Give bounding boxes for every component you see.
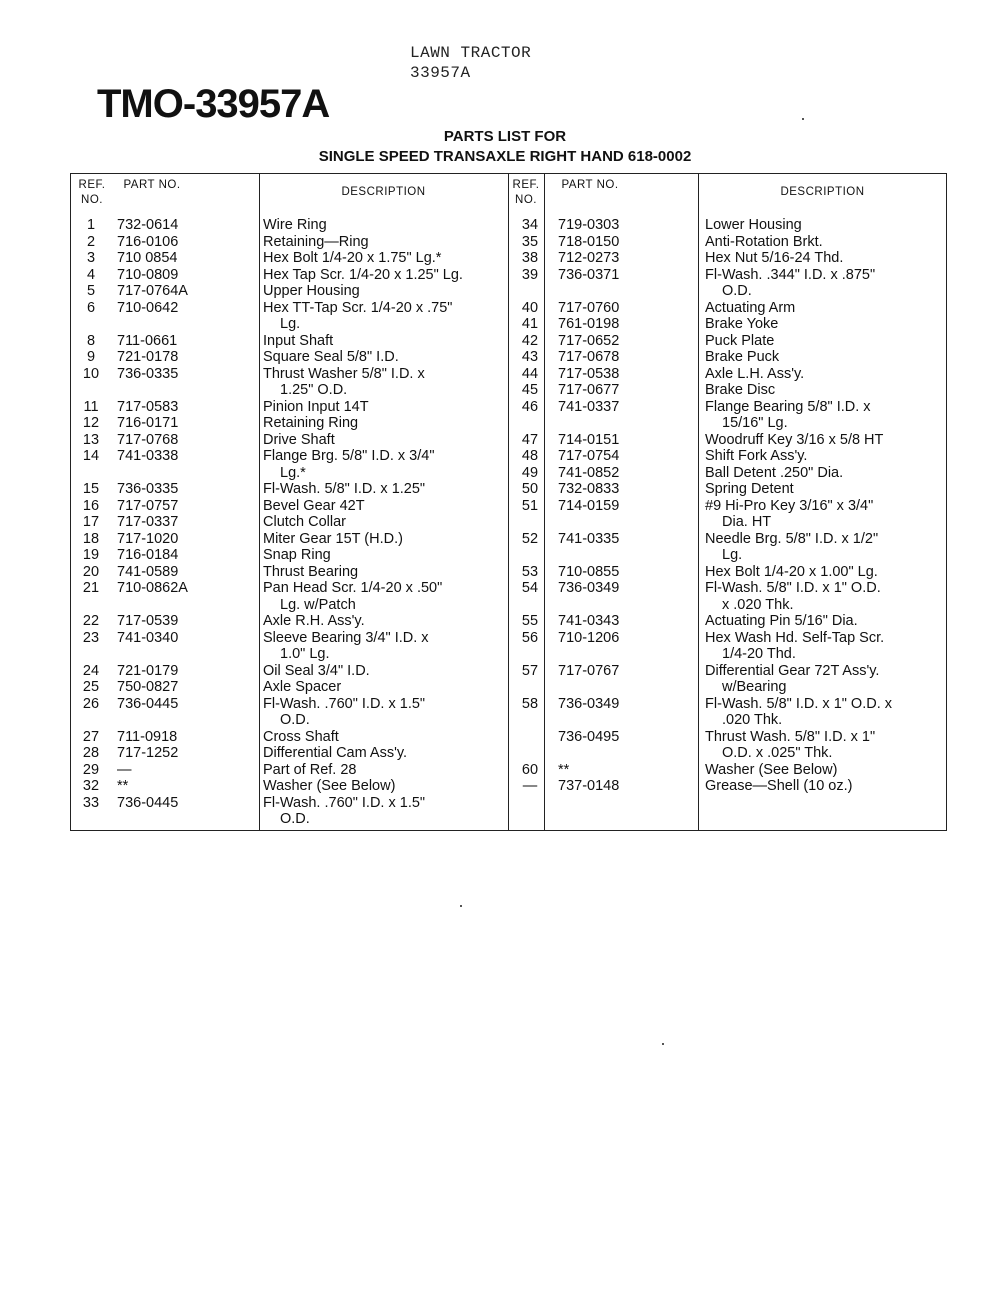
part-description-continued: Dia. HT xyxy=(722,514,772,530)
ref-number: 33 xyxy=(82,794,100,811)
part-description: Pan Head Scr. 1/4-20 x .50" xyxy=(263,580,443,596)
part-description: Fl-Wash. .760" I.D. x 1.5" xyxy=(263,695,426,712)
ref-number: 35 xyxy=(521,233,539,250)
ref-number: 47 xyxy=(521,431,539,448)
ref-number: 40 xyxy=(521,299,539,316)
header-description-left: DESCRIPTION xyxy=(341,186,426,198)
ref-number: 20 xyxy=(82,563,100,580)
part-description: Axle R.H. Ass'y. xyxy=(263,613,365,629)
ref-number: 50 xyxy=(521,481,539,497)
part-description: Wire Ring xyxy=(263,217,327,233)
part-number: 741-0343 xyxy=(558,613,620,629)
part-number: 761-0198 xyxy=(558,316,620,332)
part-number: 741-0337 xyxy=(558,398,620,415)
part-description: Hex TT-Tap Scr. 1/4-20 x .75" xyxy=(263,299,453,316)
part-number: 714-0151 xyxy=(558,431,620,448)
part-description: Hex Bolt 1/4-20 x 1.00" Lg. xyxy=(705,563,878,580)
part-number: 717-0538 xyxy=(558,365,620,382)
ref-number: 4 xyxy=(86,266,96,283)
part-number: 716-0171 xyxy=(117,415,179,431)
part-number: 736-0349 xyxy=(558,580,620,596)
part-number: 736-0445 xyxy=(117,695,179,712)
ref-number: 56 xyxy=(521,629,539,646)
document-model-number: 33957A xyxy=(410,64,471,82)
ref-number: 51 xyxy=(521,497,539,514)
part-description-continued: 15/16" Lg. xyxy=(722,415,788,431)
part-number: 716-0106 xyxy=(117,233,179,250)
part-description: Grease—Shell (10 oz.) xyxy=(705,778,853,794)
ref-number: 16 xyxy=(82,497,100,514)
ref-number: 44 xyxy=(521,365,539,382)
document-title: LAWN TRACTOR xyxy=(410,44,532,62)
column-divider xyxy=(698,174,699,830)
part-description-continued: Lg. xyxy=(280,316,301,332)
part-number: 716-0184 xyxy=(117,547,179,563)
ref-number: 14 xyxy=(82,448,100,464)
part-number: 714-0159 xyxy=(558,497,620,514)
part-description-continued: O.D. xyxy=(280,712,310,728)
ref-number: 54 xyxy=(521,580,539,596)
ref-number: 57 xyxy=(521,662,539,679)
ref-number: 1 xyxy=(86,217,96,233)
ref-number: 29 xyxy=(82,761,100,778)
ref-number: 41 xyxy=(521,316,539,332)
part-description-continued: .020 Thk. xyxy=(722,712,783,728)
ref-number: 55 xyxy=(521,613,539,629)
part-description: Axle L.H. Ass'y. xyxy=(705,365,805,382)
part-number: 732-0833 xyxy=(558,481,620,497)
part-description: Actuating Pin 5/16" Dia. xyxy=(705,613,858,629)
part-description: #9 Hi-Pro Key 3/16" x 3/4" xyxy=(705,497,874,514)
part-description: Hex Wash Hd. Self-Tap Scr. xyxy=(705,629,885,646)
part-description-continued: 1.0" Lg. xyxy=(280,646,330,662)
part-number: 711-0661 xyxy=(117,332,178,349)
ref-number: 3 xyxy=(86,250,96,266)
part-number: 717-0760 xyxy=(558,299,620,316)
part-description: Square Seal 5/8" I.D. xyxy=(263,349,399,365)
part-description: Flange Bearing 5/8" I.D. x xyxy=(705,398,871,415)
column-divider xyxy=(508,174,509,830)
part-description: Fl-Wash. .344" I.D. x .875" xyxy=(705,266,876,283)
part-description: Needle Brg. 5/8" I.D. x 1/2" xyxy=(705,530,879,547)
ref-number: 10 xyxy=(82,365,100,382)
part-description-continued: O.D. x .025" Thk. xyxy=(722,745,833,761)
part-description: Snap Ring xyxy=(263,547,331,563)
scan-speck xyxy=(460,905,462,907)
part-number: 710-0855 xyxy=(558,563,620,580)
part-number: ** xyxy=(558,761,570,778)
part-number: — xyxy=(117,761,132,778)
part-description-continued: w/Bearing xyxy=(722,679,787,695)
header-ref-no-left: REF. NO. xyxy=(78,179,106,206)
part-description: Miter Gear 15T (H.D.) xyxy=(263,530,403,547)
model-heading: TMO-33957A xyxy=(97,82,330,126)
ref-number: 11 xyxy=(83,398,99,415)
part-description: Ball Detent .250" Dia. xyxy=(705,464,844,481)
part-description: Bevel Gear 42T xyxy=(263,497,365,514)
part-number: 717-0757 xyxy=(117,497,179,514)
part-description-continued: x .020 Thk. xyxy=(722,596,794,613)
parts-list-subcaption: SINGLE SPEED TRANSAXLE RIGHT HAND 618-0002 xyxy=(318,148,692,165)
part-description-continued: 1/4-20 Thd. xyxy=(722,646,796,662)
part-number: 717-0583 xyxy=(117,398,179,415)
scan-speck xyxy=(802,118,804,120)
part-number: 736-0371 xyxy=(558,266,620,283)
ref-number: 23 xyxy=(82,629,100,646)
part-description: Fl-Wash. .760" I.D. x 1.5" xyxy=(263,794,426,811)
part-number: 741-0335 xyxy=(558,530,620,547)
ref-number: 49 xyxy=(521,464,539,481)
ref-number: 13 xyxy=(82,431,100,448)
ref-number: 2 xyxy=(86,233,96,250)
part-description: Oil Seal 3/4" I.D. xyxy=(263,662,370,679)
part-description-continued: Lg. xyxy=(722,547,743,563)
column-divider xyxy=(259,174,260,830)
part-description: Clutch Collar xyxy=(263,514,346,530)
parts-list-caption: PARTS LIST FOR xyxy=(443,128,567,145)
part-description: Fl-Wash. 5/8" I.D. x 1" O.D. x xyxy=(705,695,893,712)
part-description: Pinion Input 14T xyxy=(263,398,369,415)
part-number: 710-0862A xyxy=(117,580,188,596)
part-number: 717-0652 xyxy=(558,332,620,349)
ref-number: 9 xyxy=(86,349,96,365)
ref-number: 19 xyxy=(82,547,100,563)
part-description: Drive Shaft xyxy=(263,431,335,448)
part-number: 710-1206 xyxy=(558,629,620,646)
ref-number: 25 xyxy=(82,679,100,695)
ref-number: 17 xyxy=(82,514,100,530)
ref-number: 15 xyxy=(82,481,100,497)
part-description: Washer (See Below) xyxy=(263,778,396,794)
ref-number: 38 xyxy=(521,250,539,266)
part-number: 736-0349 xyxy=(558,695,620,712)
part-description: Brake Yoke xyxy=(705,316,779,332)
part-number: 719-0303 xyxy=(558,217,620,233)
part-description: Fl-Wash. 5/8" I.D. x 1" O.D. xyxy=(705,580,881,596)
part-number: 741-0852 xyxy=(558,464,620,481)
part-number: 736-0335 xyxy=(117,481,179,497)
part-description: Woodruff Key 3/16 x 5/8 HT xyxy=(705,431,884,448)
ref-number: 32 xyxy=(82,778,100,794)
ref-number: 6 xyxy=(86,299,96,316)
ref-number: 5 xyxy=(86,283,96,299)
ref-number: 26 xyxy=(82,695,100,712)
part-description: Thrust Bearing xyxy=(263,563,359,580)
part-number: 717-0767 xyxy=(558,662,620,679)
part-description: Upper Housing xyxy=(263,283,360,299)
part-number: ** xyxy=(117,778,129,794)
part-description: Puck Plate xyxy=(705,332,775,349)
ref-number: 46 xyxy=(521,398,539,415)
scan-speck xyxy=(662,1043,664,1045)
part-number: 717-1252 xyxy=(117,745,179,761)
part-number: 710 0854 xyxy=(117,250,178,266)
part-description: Retaining—Ring xyxy=(263,233,369,250)
ref-number: 18 xyxy=(82,530,100,547)
part-number: 732-0614 xyxy=(117,217,179,233)
part-description: Thrust Washer 5/8" I.D. x xyxy=(263,365,425,382)
ref-number: 39 xyxy=(521,266,539,283)
part-description: Flange Brg. 5/8" I.D. x 3/4" xyxy=(263,448,435,464)
part-description: Brake Disc xyxy=(705,382,776,398)
part-description: Differential Cam Ass'y. xyxy=(263,745,408,761)
part-description: Part of Ref. 28 xyxy=(263,761,357,778)
part-description: Lower Housing xyxy=(705,217,802,233)
header-part-no-right: PART NO. xyxy=(561,179,619,191)
part-description-continued: 1.25" O.D. xyxy=(280,382,348,398)
part-number: 750-0827 xyxy=(117,679,179,695)
part-number: 736-0445 xyxy=(117,794,179,811)
part-number: 736-0495 xyxy=(558,728,620,745)
ref-number: 58 xyxy=(521,695,539,712)
part-number: 717-0677 xyxy=(558,382,620,398)
ref-number: 22 xyxy=(82,613,100,629)
part-description: Washer (See Below) xyxy=(705,761,838,778)
ref-number: 48 xyxy=(521,448,539,464)
part-description: Differential Gear 72T Ass'y. xyxy=(705,662,880,679)
part-number: 717-0539 xyxy=(117,613,179,629)
part-description: Axle Spacer xyxy=(263,679,342,695)
part-number: 710-0809 xyxy=(117,266,179,283)
part-number: 717-0764A xyxy=(117,283,188,299)
part-number: 717-1020 xyxy=(117,530,179,547)
part-number: 741-0340 xyxy=(117,629,179,646)
ref-number: 60 xyxy=(521,761,539,778)
part-description-continued: Lg. w/Patch xyxy=(280,596,356,613)
ref-number: 34 xyxy=(521,217,539,233)
ref-number: 52 xyxy=(521,530,539,547)
ref-number: 24 xyxy=(82,662,100,679)
ref-number: 42 xyxy=(521,332,539,349)
part-description: Brake Puck xyxy=(705,349,780,365)
part-number: 741-0589 xyxy=(117,563,179,580)
part-number: 710-0642 xyxy=(117,299,179,316)
ref-number: 8 xyxy=(86,332,96,349)
part-description: Input Shaft xyxy=(263,332,334,349)
part-number: 718-0150 xyxy=(558,233,620,250)
part-description: Actuating Arm xyxy=(705,299,796,316)
ref-number: 43 xyxy=(521,349,539,365)
ref-number: 53 xyxy=(521,563,539,580)
part-description: Thrust Wash. 5/8" I.D. x 1" xyxy=(705,728,876,745)
part-number: 712-0273 xyxy=(558,250,620,266)
part-number: 717-0337 xyxy=(117,514,179,530)
part-description: Retaining Ring xyxy=(263,415,359,431)
ref-number: 21 xyxy=(82,580,100,596)
ref-number: 12 xyxy=(82,415,100,431)
part-description: Hex Bolt 1/4-20 x 1.75" Lg.* xyxy=(263,250,442,266)
part-number: 711-0918 xyxy=(117,728,178,745)
header-ref-no-right: REF. NO. xyxy=(512,179,540,206)
header-description-right: DESCRIPTION xyxy=(780,186,865,198)
part-number: 717-0754 xyxy=(558,448,620,464)
part-number: 737-0148 xyxy=(558,778,620,794)
ref-number: — xyxy=(522,778,538,794)
part-description: Anti-Rotation Brkt. xyxy=(705,233,823,250)
part-description: Shift Fork Ass'y. xyxy=(705,448,808,464)
part-description-continued: O.D. xyxy=(722,283,752,299)
part-description: Sleeve Bearing 3/4" I.D. x xyxy=(263,629,429,646)
part-description: Fl-Wash. 5/8" I.D. x 1.25" xyxy=(263,481,426,497)
part-number: 717-0768 xyxy=(117,431,179,448)
part-number: 721-0178 xyxy=(117,349,179,365)
ref-number: 28 xyxy=(82,745,100,761)
part-number: 741-0338 xyxy=(117,448,179,464)
part-number: 717-0678 xyxy=(558,349,620,365)
part-description: Spring Detent xyxy=(705,481,794,497)
part-number: 721-0179 xyxy=(117,662,179,679)
part-description: Hex Tap Scr. 1/4-20 x 1.25" Lg. xyxy=(263,266,463,283)
part-description: Cross Shaft xyxy=(263,728,339,745)
part-description: Hex Nut 5/16-24 Thd. xyxy=(705,250,844,266)
header-part-no-left: PART NO. xyxy=(123,179,181,191)
part-description-continued: O.D. xyxy=(280,811,310,827)
ref-number: 27 xyxy=(82,728,100,745)
part-number: 736-0335 xyxy=(117,365,179,382)
ref-number: 45 xyxy=(521,382,539,398)
part-description-continued: Lg.* xyxy=(280,464,306,481)
